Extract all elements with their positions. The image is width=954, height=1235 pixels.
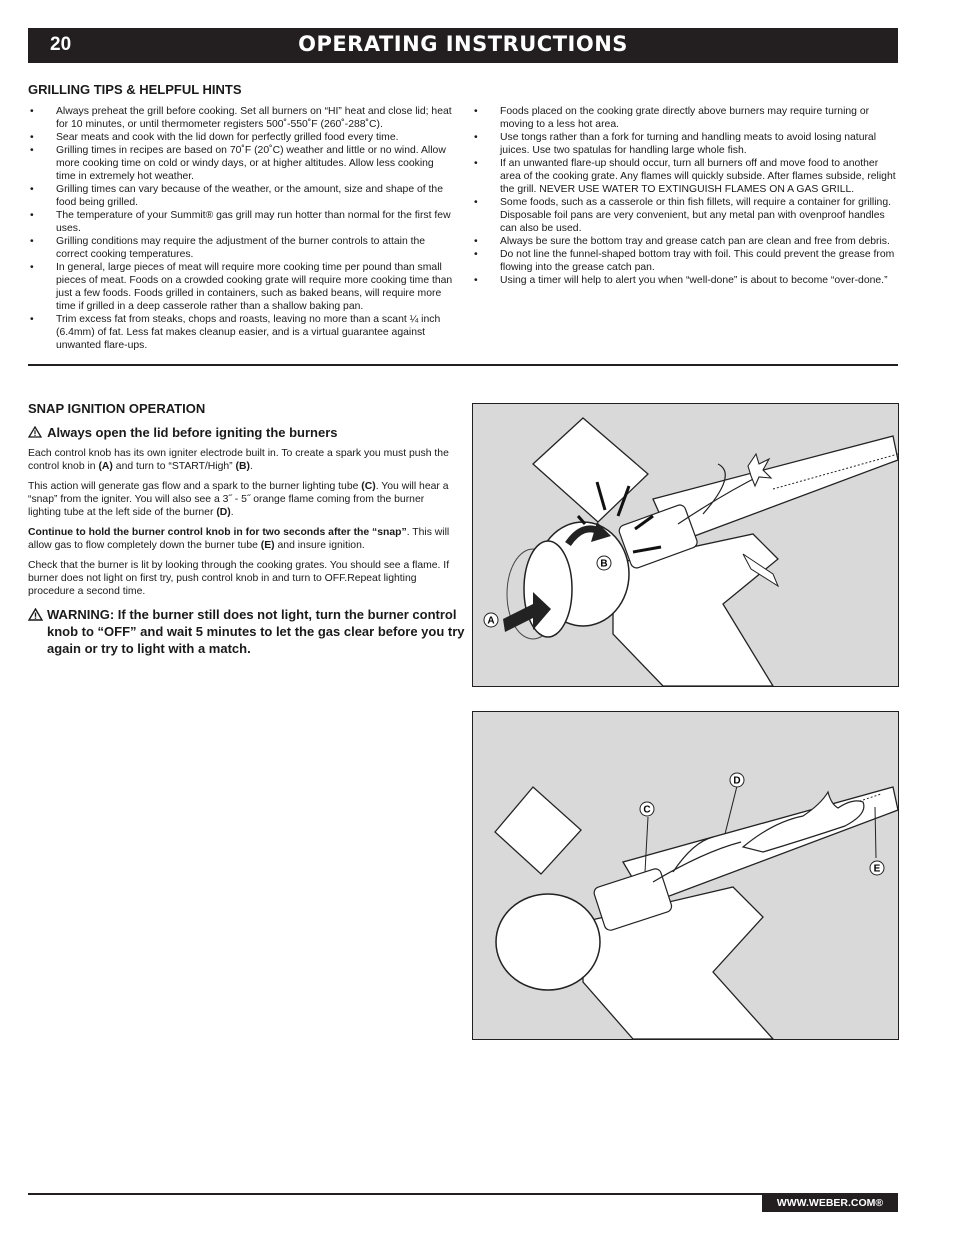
tip-item: • If an unwanted flare-up should occur, turn all burners off and move food to another area of the cooking grate. Any flames will quickly subside. After flames subside, relight the grill. NEVER USE WATER TO EXTINGUISH FLAMES ON A GAS GRILL. xyxy=(472,157,898,196)
svg-text:D: D xyxy=(733,775,741,787)
ignition-paragraph-2: This action will generate gas flow and a spark to the burner lighting tube (C). You will hear a “snap” from the igniter. You will also see a 3˝ - 5˝ orange flame coming from the burner lighting tube at the left side of the burner (D). xyxy=(28,481,449,518)
svg-text:B: B xyxy=(600,558,608,570)
tips-list-right xyxy=(472,105,898,287)
tip-item: • Do not line the funnel-shaped bottom tray with foil. This could prevent the grease from flowing into the grease catch pan. xyxy=(472,248,898,274)
tip-item: • Grilling times in recipes are based on 70˚F (20˚C) weather and little or no wind. Allow more cooking time on cold or windy days, or at higher altitudes. Allow less cooking time in extremely hot weather. xyxy=(28,144,456,183)
knob-front xyxy=(496,894,600,990)
warning-triangle-icon xyxy=(28,426,42,438)
tips-list-left xyxy=(28,105,456,352)
tip-item: • Foods placed on the cooking grate directly above burners may require turning or moving to a less hot area. xyxy=(472,105,898,131)
tip-item: • Always preheat the grill before cooking. Set all burners on “HI” heat and close lid; heat for 10 minutes, or until thermometer registers 500˚-550˚F (260˚-288˚C). xyxy=(28,105,456,131)
ignition-paragraph-1: Each control knob has its own igniter electrode built in. To create a spark you must push the control knob in (A) and turn to “START/High” (B). xyxy=(28,448,449,472)
tip-item: • Trim excess fat from steaks, chops and roasts, leaving no more than a scant ¼ inch (6.4mm) of fat. Less fat makes cleanup easier, and is a virtual guarantee against unwanted flare-ups. xyxy=(28,313,456,352)
tip-item: • Sear meats and cook with the lid down for perfectly grilled food every time. xyxy=(28,131,456,144)
callout-b xyxy=(597,556,611,570)
warning-text: WARNING: If the burner still does not light, turn the burner control knob to “OFF” and wait 5 minutes to let the gas clear before you try again or try to light with a match. xyxy=(47,607,465,656)
svg-text:E: E xyxy=(873,863,881,875)
callout-c xyxy=(640,802,654,816)
tip-item: • Using a timer will help to alert you when “well-done” is about to become “over-done.” xyxy=(472,274,898,287)
header-bar xyxy=(28,28,898,63)
tip-item: • In general, large pieces of meat will require more cooking time per pound than small pieces of meat. Foods on a crowded cooking grate will require more cooking time than just a few foods. Foods grilled in containers, such as baked beans, will require more time if grilled in a deep casserole rather than a shallow baking pan. xyxy=(28,261,456,313)
warning-triangle-icon xyxy=(28,608,43,621)
callout-e xyxy=(870,861,884,875)
ignition-paragraph-3: Continue to hold the burner control knob in for two seconds after the “snap”. This will allow gas to flow completely down the burner tube (E) and insure ignition. xyxy=(28,527,450,551)
grilling-tips-heading: GRILLING TIPS & HELPFUL HINTS xyxy=(28,82,242,97)
svg-text:C: C xyxy=(643,804,651,816)
warning-block xyxy=(28,606,468,657)
section-divider xyxy=(28,364,898,366)
tip-item: • The temperature of your Summit® gas grill may run hotter than normal for the first few uses. xyxy=(28,209,456,235)
figure-knob-illustration xyxy=(473,404,898,686)
page-title: OPERATING INSTRUCTIONS xyxy=(298,32,628,56)
figure-knob-push-turn xyxy=(472,403,899,687)
figure-burner-flame xyxy=(472,711,899,1040)
tip-item: • Always be sure the bottom tray and grease catch pan are clean and free from debris. xyxy=(472,235,898,248)
heat-shield-plate xyxy=(495,787,581,874)
caution-text: Always open the lid before igniting the burners xyxy=(47,425,338,440)
caution-line xyxy=(28,425,338,440)
tip-item: • Grilling times can vary because of the weather, or the amount, size and shape of the food being grilled. xyxy=(28,183,456,209)
ignition-paragraph-4: Check that the burner is lit by looking through the cooking grates. You should see a flame. If burner does not light on first try, push control knob in and turn to OFF.Repeat lighting procedure a second time. xyxy=(28,560,450,597)
snap-ignition-heading: SNAP IGNITION OPERATION xyxy=(28,401,206,416)
callout-a xyxy=(484,613,498,627)
callout-d xyxy=(730,773,744,787)
figure-burner-illustration xyxy=(473,712,898,1039)
footer-url: WWW.WEBER.COM® xyxy=(762,1195,898,1212)
tip-item: • Use tongs rather than a fork for turning and handling meats to avoid losing natural juices. Use two spatulas for handling large whole fish. xyxy=(472,131,898,157)
svg-text:A: A xyxy=(487,615,495,627)
heat-shield-plate xyxy=(533,418,648,522)
page-number: 20 xyxy=(50,34,72,55)
tip-item: • Some foods, such as a casserole or thin fish fillets, will require a container for grilling. Disposable foil pans are very convenient, but any metal pan with ovenproof handles can also be used. xyxy=(472,196,898,235)
tip-item: • Grilling conditions may require the adjustment of the burner controls to attain the correct cooking temperatures. xyxy=(28,235,456,261)
